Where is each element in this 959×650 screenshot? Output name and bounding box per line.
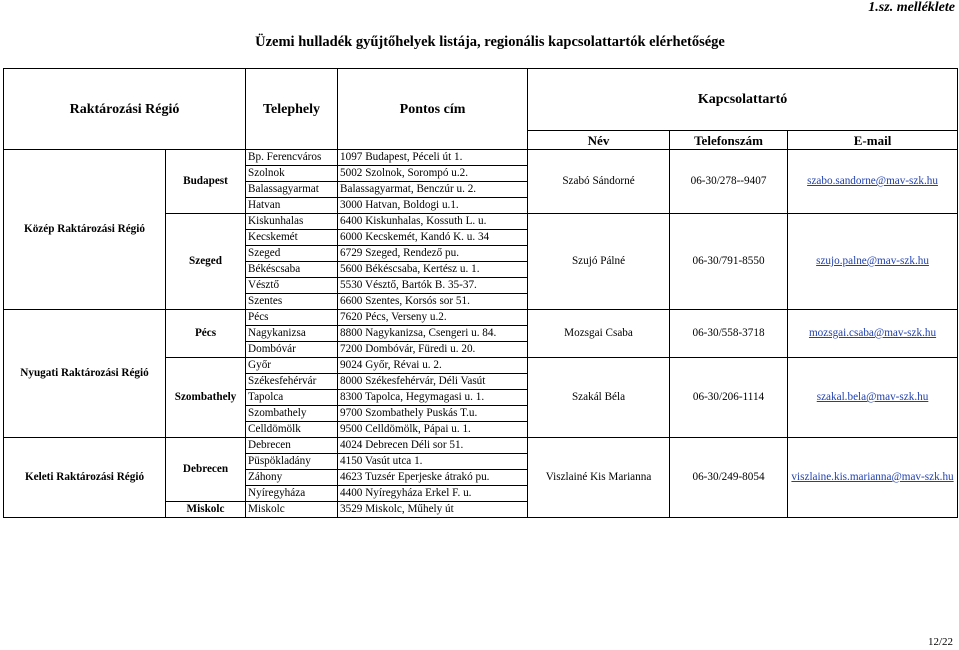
city-cell: Debrecen <box>166 438 246 502</box>
header-address: Pontos cím <box>338 69 528 150</box>
address-cell: 7620 Pécs, Verseny u.2. <box>338 310 528 326</box>
address-cell: 8300 Tapolca, Hegymagasi u. 1. <box>338 390 528 406</box>
address-cell: 3000 Hatvan, Boldogi u.1. <box>338 198 528 214</box>
contact-email-cell <box>788 214 958 310</box>
address-cell: 5002 Szolnok, Sorompó u.2. <box>338 166 528 182</box>
header-site: Telephely <box>246 69 338 150</box>
header-email: E-mail <box>788 131 958 150</box>
site-cell: Celldömölk <box>246 422 338 438</box>
site-cell: Bp. Ferencváros <box>246 150 338 166</box>
city-cell: Szeged <box>166 214 246 310</box>
address-cell: 9024 Győr, Révai u. 2. <box>338 358 528 374</box>
contact-phone: 06-30/249-8054 <box>670 438 788 518</box>
site-cell: Hatvan <box>246 198 338 214</box>
contact-name: Viszlainé Kis Marianna <box>528 438 670 518</box>
contact-name: Szabó Sándorné <box>528 150 670 214</box>
site-cell: Dombóvár <box>246 342 338 358</box>
site-cell: Békéscsaba <box>246 262 338 278</box>
region-cell: Közép Raktározási Régió <box>4 150 166 310</box>
city-cell: Szombathely <box>166 358 246 438</box>
table-row <box>4 438 958 454</box>
contact-email-link[interactable]: mozsgai.csaba@mav-szk.hu <box>808 327 937 339</box>
address-cell: 4400 Nyíregyháza Erkel F. u. <box>338 486 528 502</box>
annex-label: 1.sz. melléklete <box>868 0 955 15</box>
address-cell: 8000 Székesfehérvár, Déli Vasút <box>338 374 528 390</box>
site-cell: Miskolc <box>246 502 338 518</box>
contact-name: Mozsgai Csaba <box>528 310 670 358</box>
site-cell: Pécs <box>246 310 338 326</box>
site-cell: Záhony <box>246 470 338 486</box>
site-cell: Szolnok <box>246 166 338 182</box>
site-cell: Székesfehérvár <box>246 374 338 390</box>
address-cell: 7200 Dombóvár, Füredi u. 20. <box>338 342 528 358</box>
region-cell: Keleti Raktározási Régió <box>4 438 166 518</box>
document-title: Üzemi hulladék gyűjtőhelyek listája, regionális kapcsolattartók elérhetősége <box>255 34 725 50</box>
site-cell: Nyíregyháza <box>246 486 338 502</box>
site-cell: Kecskemét <box>246 230 338 246</box>
city-cell: Pécs <box>166 310 246 358</box>
address-cell: 6000 Kecskemét, Kandó K. u. 34 <box>338 230 528 246</box>
header-phone: Telefonszám <box>670 131 788 150</box>
page-number: 12/22 <box>927 636 953 648</box>
city-cell: Miskolc <box>166 502 246 518</box>
address-cell: 4150 Vasút utca 1. <box>338 454 528 470</box>
site-cell: Szeged <box>246 246 338 262</box>
address-cell: Balassagyarmat, Benczúr u. 2. <box>338 182 528 198</box>
city-cell: Budapest <box>166 150 246 214</box>
table-row <box>4 310 958 326</box>
address-cell: 3529 Miskolc, Műhely út <box>338 502 528 518</box>
address-cell: 4024 Debrecen Déli sor 51. <box>338 438 528 454</box>
contact-phone: 06-30/206-1114 <box>670 358 788 438</box>
header-region: Raktározási Régió <box>4 69 246 150</box>
contact-email-link[interactable]: viszlaine.kis.marianna@mav-szk.hu <box>791 471 954 483</box>
contact-email-link[interactable]: szakal.bela@mav-szk.hu <box>816 391 929 403</box>
site-cell: Tapolca <box>246 390 338 406</box>
site-cell: Szombathely <box>246 406 338 422</box>
table-row <box>4 150 958 166</box>
region-cell: Nyugati Raktározási Régió <box>4 310 166 438</box>
site-cell: Balassagyarmat <box>246 182 338 198</box>
contact-email-link[interactable]: szujo.palne@mav-szk.hu <box>816 255 929 267</box>
address-cell: 6600 Szentes, Korsós sor 51. <box>338 294 528 310</box>
site-cell: Nagykanizsa <box>246 326 338 342</box>
site-cell: Debrecen <box>246 438 338 454</box>
site-cell: Püspökladány <box>246 454 338 470</box>
site-cell: Győr <box>246 358 338 374</box>
site-cell: Szentes <box>246 294 338 310</box>
contact-email-cell <box>788 438 958 518</box>
contact-phone: 06-30/278--9407 <box>670 150 788 214</box>
contact-email-cell <box>788 358 958 438</box>
contact-email-cell <box>788 310 958 358</box>
contact-phone: 06-30/791-8550 <box>670 214 788 310</box>
contact-name: Szakál Béla <box>528 358 670 438</box>
address-cell: 8800 Nagykanizsa, Csengeri u. 84. <box>338 326 528 342</box>
header-name: Név <box>528 131 670 150</box>
address-cell: 9700 Szombathely Puskás T.u. <box>338 406 528 422</box>
address-cell: 9500 Celldömölk, Pápai u. 1. <box>338 422 528 438</box>
site-cell: Vésztő <box>246 278 338 294</box>
address-cell: 6400 Kiskunhalas, Kossuth L. u. <box>338 214 528 230</box>
contact-phone: 06-30/558-3718 <box>670 310 788 358</box>
site-cell: Kiskunhalas <box>246 214 338 230</box>
address-cell: 4623 Tuzsér Eperjeske átrakó pu. <box>338 470 528 486</box>
contact-email-link[interactable]: szabo.sandorne@mav-szk.hu <box>807 175 938 187</box>
address-cell: 5600 Békéscsaba, Kertész u. 1. <box>338 262 528 278</box>
contact-name: Szujó Pálné <box>528 214 670 310</box>
header-contact: Kapcsolattartó <box>528 69 958 131</box>
address-cell: 5530 Vésztő, Bartók B. 35-37. <box>338 278 528 294</box>
address-cell: 6729 Szeged, Rendező pu. <box>338 246 528 262</box>
collection-points-table <box>3 68 958 518</box>
contact-email-cell <box>788 150 958 214</box>
address-cell: 1097 Budapest, Péceli út 1. <box>338 150 528 166</box>
